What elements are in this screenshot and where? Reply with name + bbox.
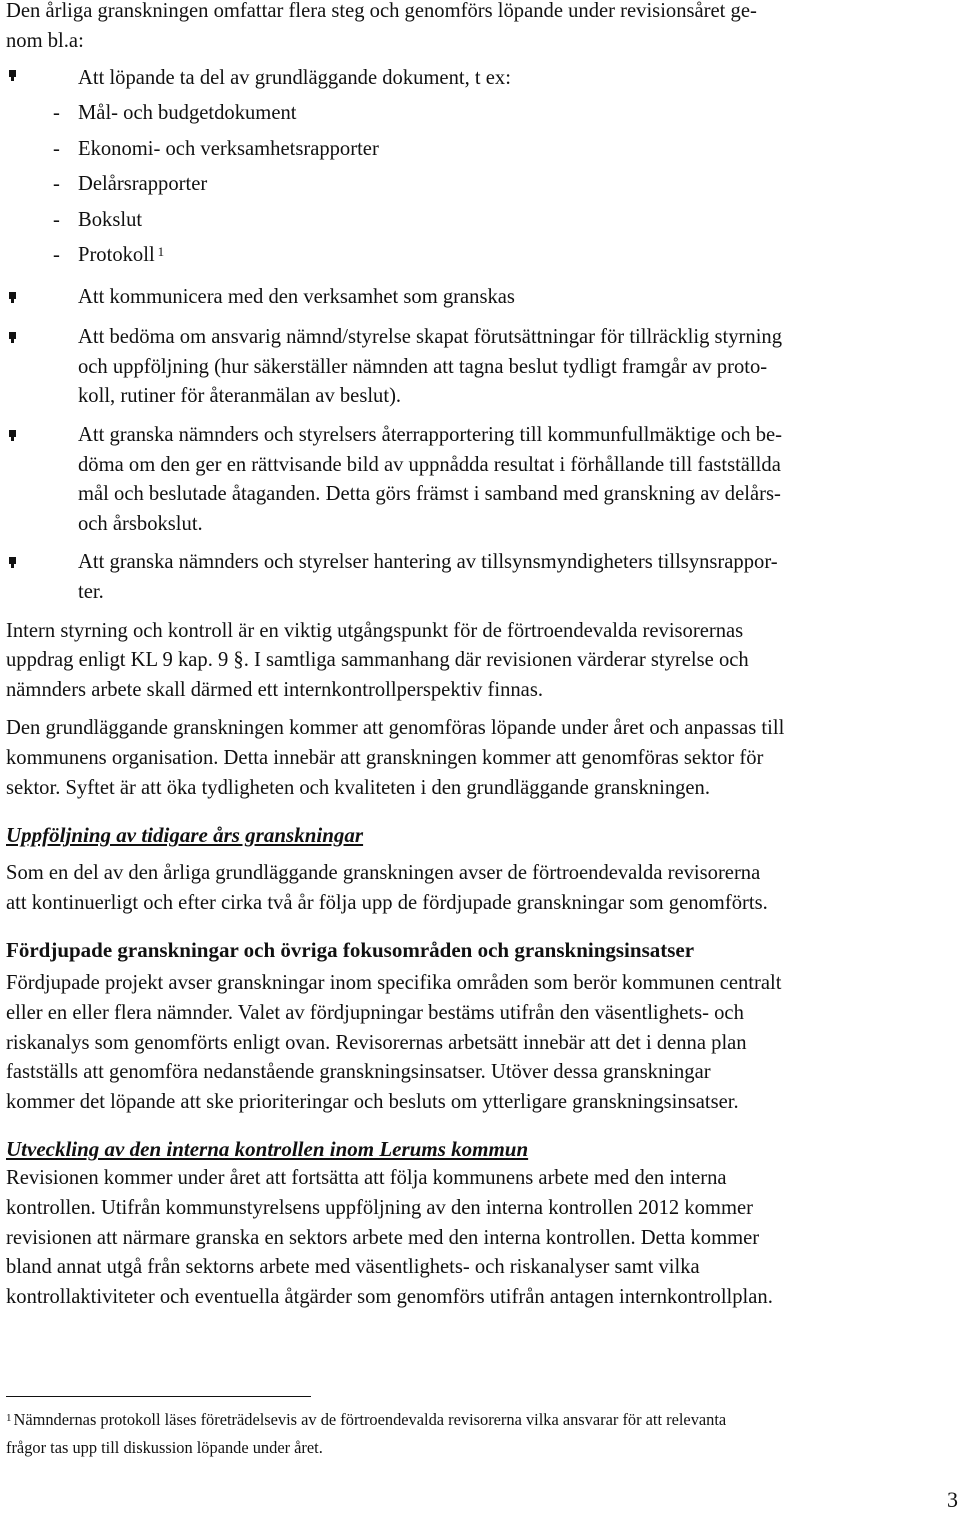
paragraph-line: nämnders arbete skall därmed ett internkontrollperspektiv finnas. [6, 678, 543, 701]
sublist-item-text: Protokoll [78, 244, 155, 267]
intro-paragraph [6, 0, 960, 56]
bullet-item-documents [6, 61, 960, 274]
bullet-line: Att granska nämnders och styrelsers återrapportering till kommunfullmäktige och be- [78, 424, 782, 447]
paragraph-line: revisionen att närmare granska en sektors arbete med den interna kontrollen. Detta kommer [6, 1226, 760, 1249]
footnote-marker: 1 [6, 1412, 12, 1424]
bullet-line: ter. [78, 581, 104, 604]
sublist-item-text: Bokslut [78, 208, 143, 231]
sublist-item-text: Ekonomi- och verksamhetsrapporter [78, 137, 379, 160]
sublist-item-text: Mål- och budgetdokument [78, 102, 297, 125]
bullet-line: Att granska nämnders och styrelser hantering av tillsynsmyndigheters tillsynsrappor- [78, 551, 778, 574]
square-bullet-icon [9, 70, 16, 81]
paragraph-line: att kontinuerligt och efter cirka två år följa upp de fördjupade granskningar som genomförts. [6, 891, 768, 914]
sublist-item [53, 238, 960, 274]
square-bullet-icon [9, 557, 16, 568]
footnote-line: frågor tas upp till diskussion löpande under året. [6, 1438, 323, 1457]
paragraph-line: eller en eller flera nämnder. Valet av fördjupningar bestäms utifrån den väsentlighets- och [6, 1001, 744, 1024]
section-heading-internal-control: Utveckling av den interna kontrollen inom Lerums kommun [6, 1137, 529, 1162]
footnote [6, 1406, 946, 1462]
sublist-item [53, 167, 960, 203]
bullet-item-reporting [6, 421, 960, 539]
bullet-text: Att löpande ta del av grundläggande dokument, t ex: [78, 67, 511, 90]
paragraph-line: Som en del av den årliga grundläggande granskningen avser de förtroendevalda revisorerna [6, 862, 761, 885]
bullet-text: Att kommunicera med den verksamhet som granskas [78, 285, 515, 308]
square-bullet-icon [9, 292, 16, 303]
paragraph-line: uppdrag enligt KL 9 kap. 9 §. I samtliga sammanhang där revisionen värderar styrelse och [6, 649, 749, 672]
footnote-separator [6, 1396, 311, 1397]
paragraph-line: bland annat utgå från sektorns arbete med väsentlighets- och riskanalyser samt vilka [6, 1256, 700, 1279]
footnote-reference: 1 [157, 244, 165, 260]
bullet-line: och uppföljning (hur säkerställer nämnden att tagna beslut tydligt framgår av proto- [78, 355, 768, 378]
dash-marker: - [53, 208, 60, 231]
sublist-item-text: Delårsrapporter [78, 173, 208, 196]
paragraph-line: Revisionen kommer under året att fortsätta att följa kommunens arbete med den interna [6, 1167, 727, 1190]
bullet-line: mål och beslutade åtaganden. Detta görs främst i samband med granskning av delårs- [78, 483, 781, 506]
scope-bullet-list [6, 61, 960, 607]
square-bullet-icon [9, 430, 16, 441]
section-heading-followup: Uppföljning av tidigare års granskningar [6, 823, 364, 848]
paragraph-line: Fördjupade projekt avser granskningar inom specifika områden som berör kommunen centralt [6, 972, 782, 995]
intro-line-1: Den årliga granskningen omfattar flera steg och genomförs löpande under revisionsåret ge- [6, 0, 757, 22]
basic-review-paragraph [6, 714, 960, 803]
bullet-item-supervision [6, 548, 960, 607]
paragraph-line: riskanalys som genomförts enligt ovan. Revisorernas arbetsätt innebär att det i denna plan [6, 1031, 747, 1054]
internal-control-development-paragraph [6, 1164, 960, 1312]
indepth-paragraph [6, 969, 960, 1117]
paragraph-line: fastställs att genomföra nedanstående granskningsinsatser. Utöver dessa granskningar [6, 1061, 711, 1084]
sublist-item [53, 132, 960, 168]
dash-marker: - [53, 244, 60, 267]
footnote-line: Nämndernas protokoll läses företrädelsevis av de förtroendevalda revisorerna vilka ansvarar för att relevanta [13, 1410, 727, 1429]
square-bullet-icon [9, 332, 16, 343]
dash-marker: - [53, 102, 60, 125]
bullet-item-communicate [6, 283, 960, 313]
bullet-item-assess [6, 323, 960, 412]
page-number: 3 [947, 1487, 958, 1512]
dash-marker: - [53, 173, 60, 196]
paragraph-line: kontrollaktiviteter och eventuella åtgärder som genomförs utifrån antagen internkontrollplan. [6, 1285, 773, 1308]
followup-paragraph [6, 859, 960, 918]
paragraph-line: kontrollen. Utifrån kommunstyrelsens uppföljning av den interna kontrollen 2012 kommer [6, 1196, 753, 1219]
bullet-line: koll, rutiner för återanmälan av beslut). [78, 385, 402, 408]
section-heading-indepth: Fördjupade granskningar och övriga fokusområden och granskningsinsatser [6, 938, 695, 963]
bullet-line: döma om den ger en rättvisande bild av uppnådda resultat i förhållande till fastställda [78, 453, 781, 476]
paragraph-line: Den grundläggande granskningen kommer att genomföras löpande under året och anpassas till [6, 717, 785, 740]
dash-marker: - [53, 137, 60, 160]
internal-control-paragraph [6, 617, 960, 706]
bullet-line: och årsbokslut. [78, 512, 203, 535]
paragraph-line: Intern styrning och kontroll är en viktig utgångspunkt för de förtroendevalda revisorernas [6, 619, 744, 642]
paragraph-line: kommunens organisation. Detta innebär att granskningen kommer att genomföras sektor för [6, 747, 764, 769]
bullet-line: Att bedöma om ansvarig nämnd/styrelse skapat förutsättningar för tillräcklig styrning [78, 326, 783, 349]
document-sublist [53, 96, 960, 274]
intro-line-2: nom bl.a: [6, 29, 84, 52]
paragraph-line: kommer det löpande att ske prioriteringar och besluts om ytterligare granskningsinsatser. [6, 1090, 739, 1113]
sublist-item [53, 96, 960, 132]
document-page [6, 0, 960, 1457]
sublist-item [53, 203, 960, 239]
paragraph-line: sektor. Syftet är att öka tydligheten och kvaliteten i den grundläggande granskningen. [6, 776, 710, 799]
